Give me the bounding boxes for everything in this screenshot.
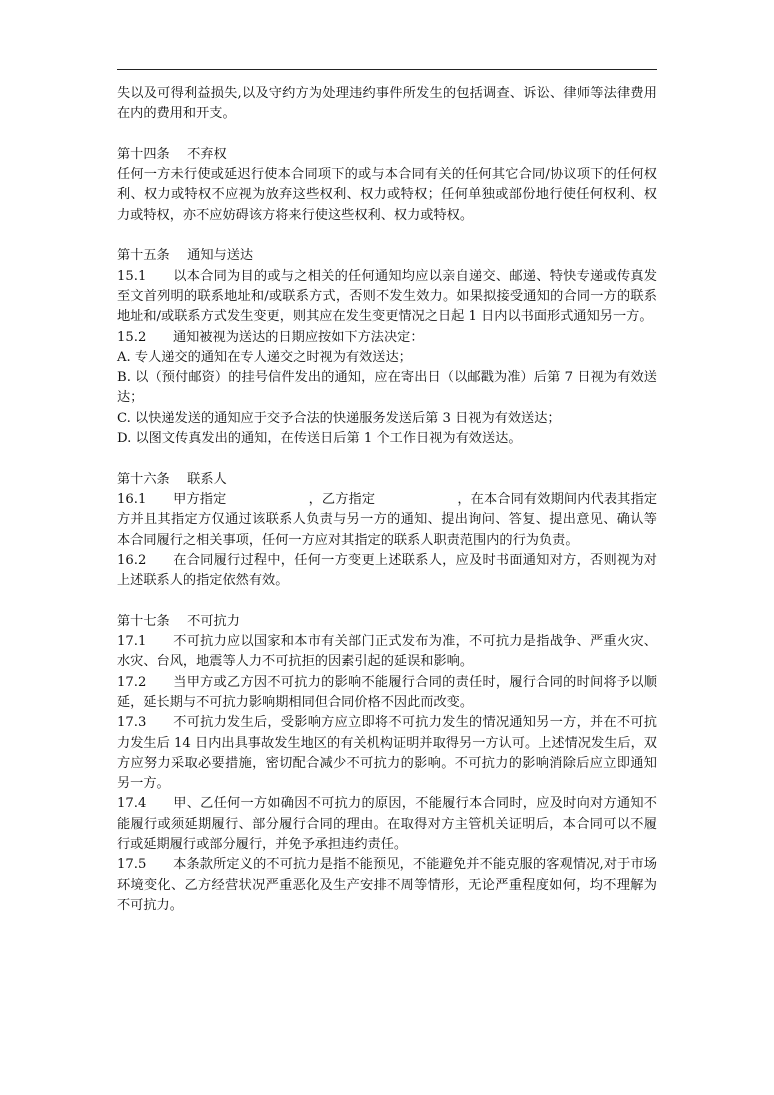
clause-17-4 — [117, 794, 657, 855]
clause-text: 通知被视为送达的日期应按如下方法决定： — [173, 329, 424, 345]
section-14-title: 第十四条 不弃权 — [117, 146, 227, 162]
clause-number: 16.1 — [117, 491, 147, 507]
clause-number: 15.2 — [117, 329, 147, 345]
clause-15-2-a: A. 专人递交的通知在专人递交之时视为有效送达； — [117, 349, 412, 365]
section-14-paragraph: 任何一方未行使或延迟行使本合同项下的或与本合同有关的任何其它合同/协议项下的任何权利、权力或特权不应视为放弃这些权利、权力或特权；任何单独或部份地行使任何权利、权力或特权，亦不应妨碍该方将来行使这些权利、权力或特权。 — [117, 167, 657, 223]
section-16-title: 第十六条 联系人 — [117, 471, 227, 487]
header-rule — [117, 69, 657, 70]
section-15-title: 第十五条 通知与送达 — [117, 248, 254, 264]
clause-15-2-c: C. 以快递发送的通知应于交予合法的快递服务发送后第 3 日视为有效送达； — [117, 410, 561, 426]
clause-17-2 — [117, 673, 657, 714]
clause-text: 不可抗力发生后，受影响方应立即将不可抗力发生的情况通知另一方，并在不可抗力发生后 14 日内出具事故发生地区的有关机构证明并取得另一方认可。上述情况发生后，双方应努力采取必要措施，密切配合减少不可抗力的影响。不可抗力的影响消除后应立即通知另一方。 — [117, 715, 657, 792]
clause-number: 17.1 — [117, 634, 147, 650]
document-body — [117, 84, 657, 916]
clause-number: 17.2 — [117, 674, 147, 690]
clause-text-a: 甲方指定 — [173, 491, 227, 507]
clause-text: 以本合同为目的或与之相关的任何通知均应以亲自递交、邮递、特快专递或传真发至文首列明的联系地址和/或联系方式，否则不发生效力。如果拟接受通知的合同一方的联系地址和/或联系方式发生变更，则其应在发生变更情况之日起 1 日内以书面形式通知另一方。 — [117, 268, 657, 325]
clause-15-2 — [117, 328, 657, 348]
clause-text: 在合同履行过程中，任何一方变更上述联系人，应及时书面通知对方，否则视为对上述联系人的指定依然有效。 — [117, 552, 657, 589]
intro-paragraph: 失以及可得利益损失,以及守约方为处理违约事件所发生的包括调查、诉讼、律师等法律费用在内的费用和开支。 — [117, 86, 657, 122]
clause-15-2-d: D. 以图文传真发出的通知，在传送日后第 1 个工作日视为有效送达。 — [117, 431, 522, 447]
clause-17-1 — [117, 632, 657, 673]
clause-16-1 — [117, 490, 657, 551]
section-17-title: 第十七条 不可抗力 — [117, 613, 240, 629]
clause-text-b: ，乙方指定 — [308, 491, 376, 507]
clause-15-2-b: B. 以（预付邮资）的挂号信件发出的通知，应在寄出日（以邮戳为准）后第 7 日视为有效送达； — [117, 370, 657, 406]
clause-text: 不可抗力应以国家和本市有关部门正式发布为准，不可抗力是指战争、严重火灾、水灾、台风，地震等人力不可抗拒的因素引起的延误和影响。 — [117, 634, 657, 670]
clause-text: 本条款所定义的不可抗力是指不能预见，不能避免并不能克服的客观情况,对于市场环境变化、乙方经营状况严重恶化及生产安排不周等情形，无论严重程度如何，均不理解为不可抗力。 — [117, 857, 657, 913]
clause-number: 15.1 — [117, 268, 147, 284]
clause-17-5 — [117, 855, 657, 916]
clause-15-1 — [117, 267, 657, 328]
clause-text-c: ，在本合同有效期间内代表其指定方并且其指定方仅通过该联系人负责与另一方的通知、提出询问、答复、提出意见、确认等本合同履行之相关事项，任何一方应对其指定的联系人职责范围内的行为负责。 — [117, 491, 658, 548]
clause-number: 17.4 — [117, 796, 147, 812]
clause-number: 17.3 — [117, 715, 147, 731]
clause-text: 甲、乙任何一方如确因不可抗力的原因，不能履行本合同时，应及时向对方通知不能履行或须延期履行、部分履行合同的理由。在取得对方主管机关证明后，本合同可以不履行或延期履行或部分履行，并免予承担违约责任。 — [117, 796, 657, 852]
clause-text: 当甲方或乙方因不可抗力的影响不能履行合同的责任时，履行合同的时间将予以顺延，延长期与不可抗力影响期相同但合同价格不因此而改变。 — [117, 674, 657, 710]
clause-number: 17.5 — [117, 857, 147, 873]
clause-16-2 — [117, 551, 657, 592]
clause-17-3 — [117, 713, 657, 794]
clause-number: 16.2 — [117, 552, 147, 568]
